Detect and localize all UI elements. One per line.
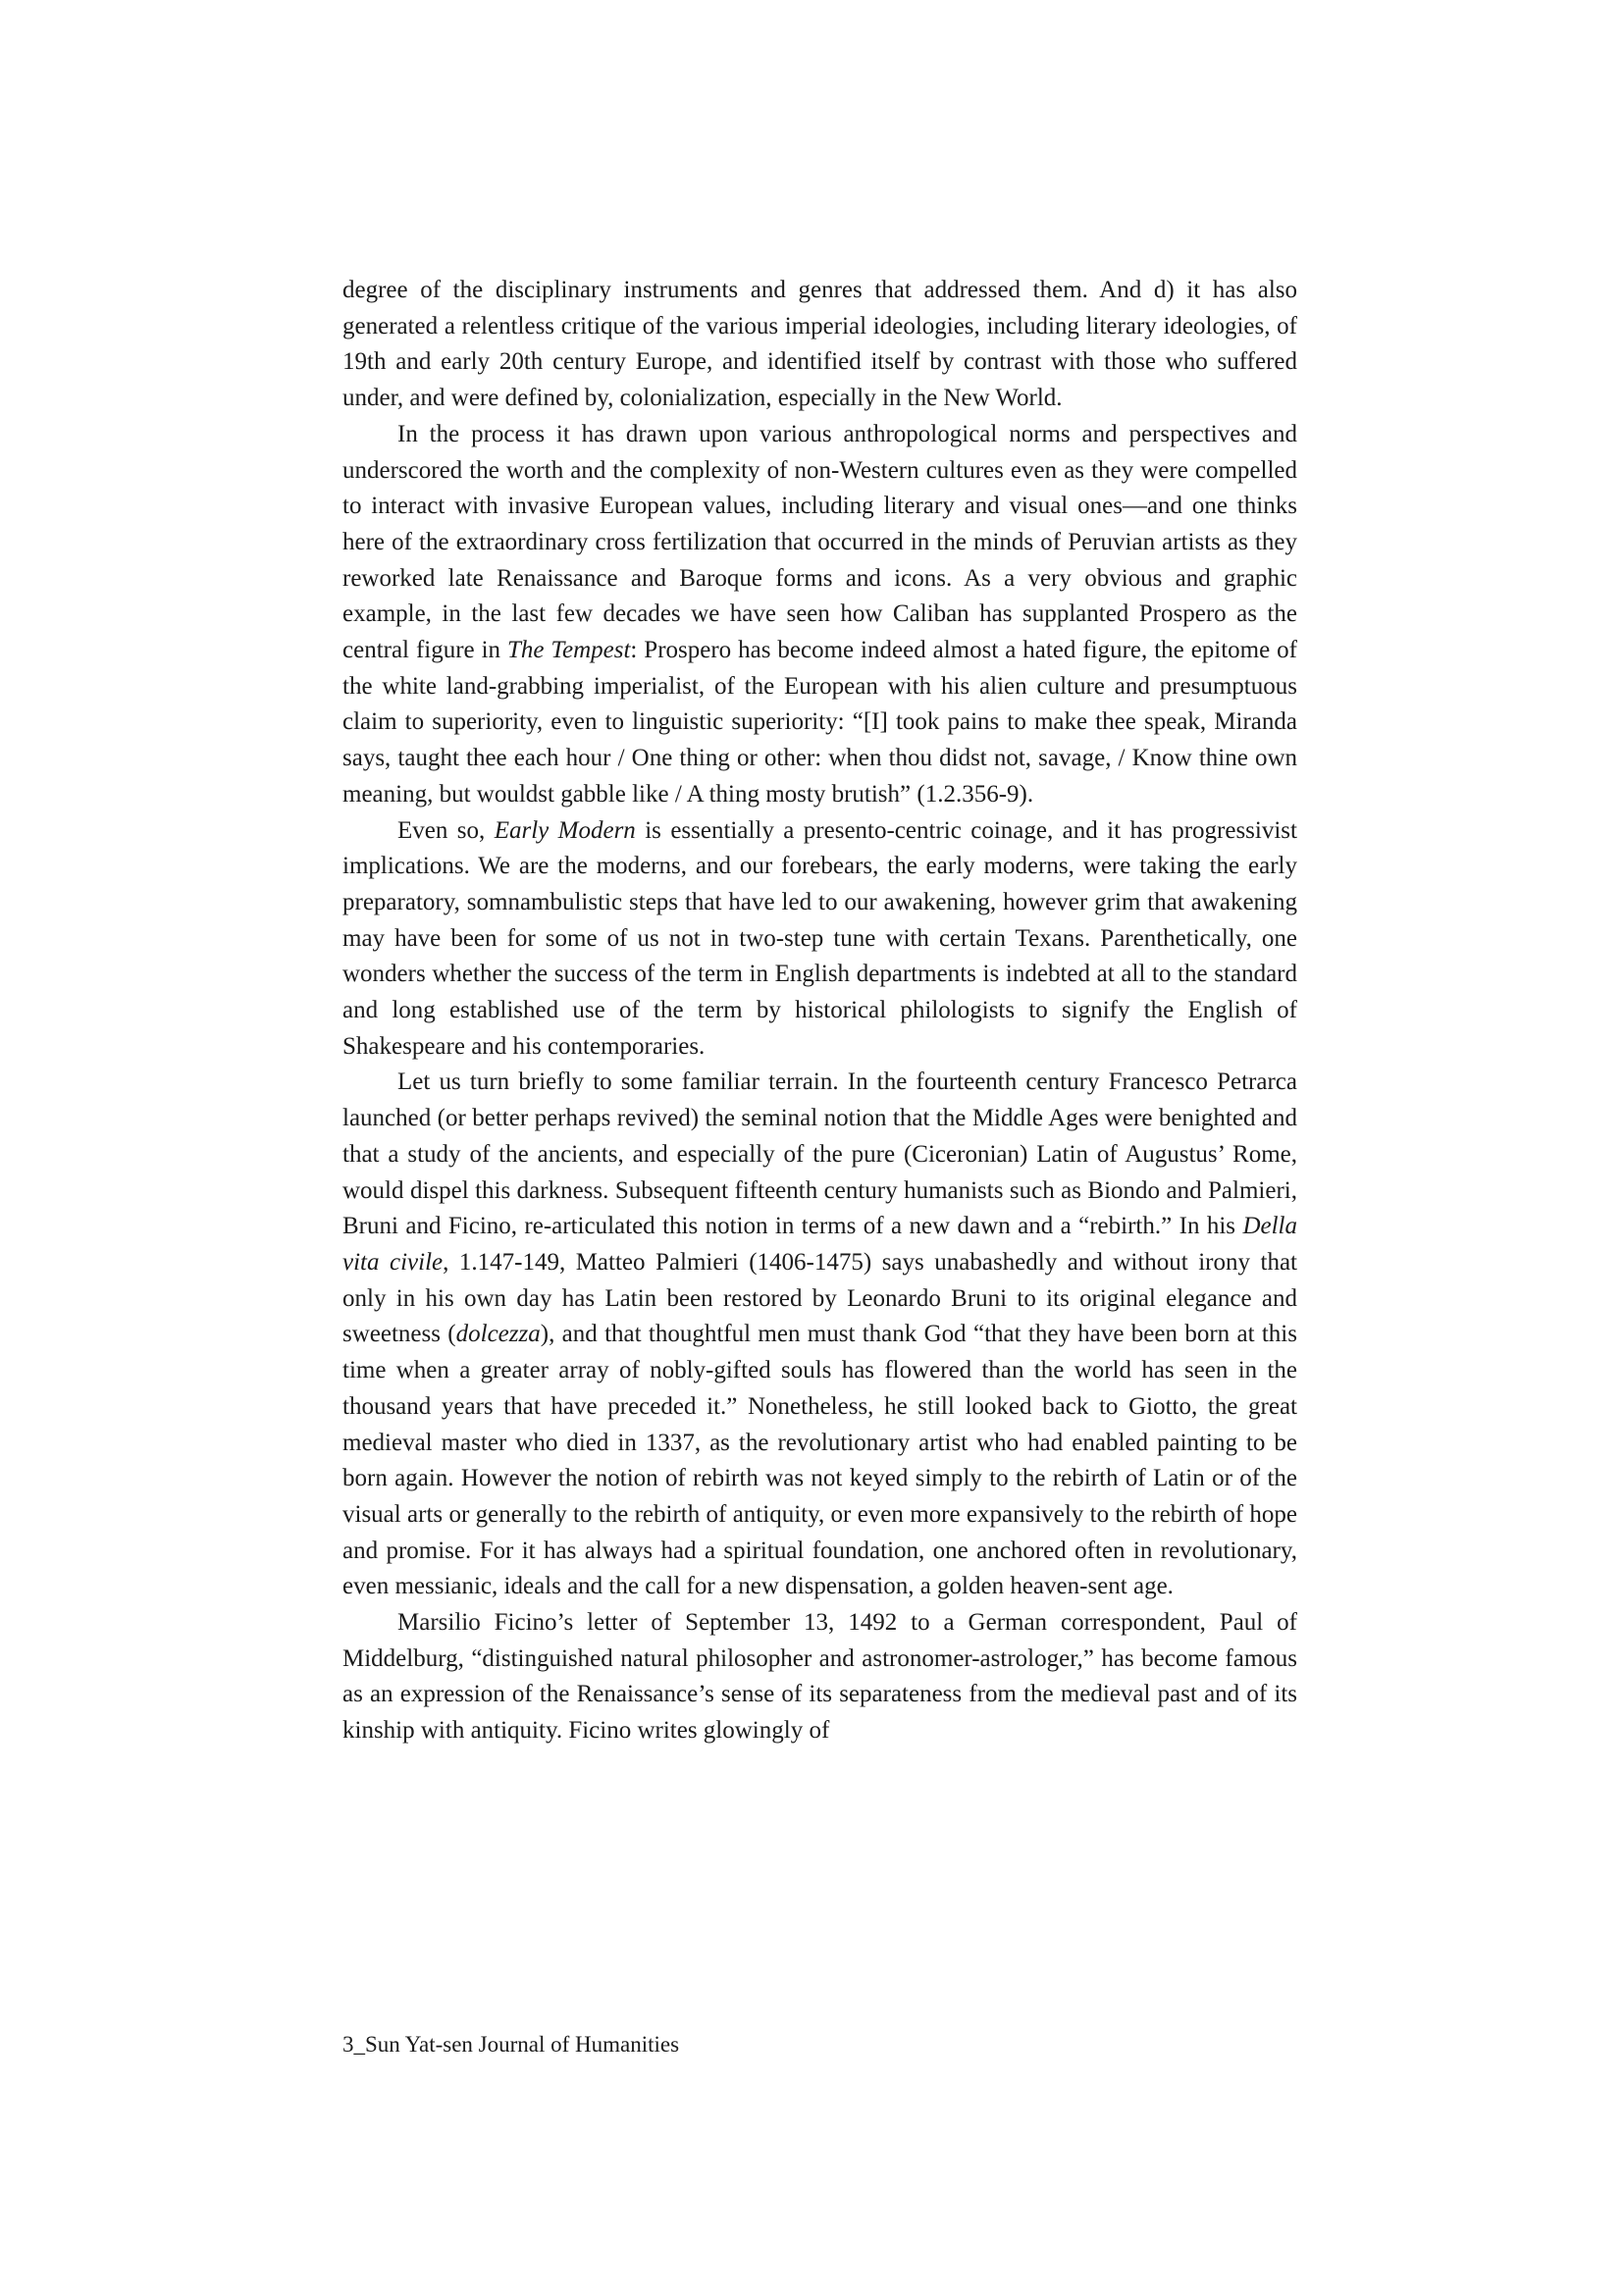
paragraph-4-text-c: ), and that thoughtful men must thank God “that they have been born at this time when a greater array of nobly-gifted souls has flowered than the world has seen in the thousand years that have preceded it.” Nonetheless, he still looked back to Giotto, the great medieval master who died in 1337, as the revolutionary artist who had enabled painting to be born again. However the notion of rebirth was not keyed simply to the rebirth of Latin or of the visual arts or generally to the rebirth of antiquity, or even more expansively to the rebirth of hope and promise. For it has always had a spiritual foundation, one anchored often in revolutionary, even messianic, ideals and the call for a new dispensation, a golden heaven-sent age. [342,1321,1297,1600]
paragraph-4 [342,1065,1297,1605]
work-title-the-tempest: The Tempest [506,637,631,664]
paragraph-3 [342,813,1297,1066]
paragraph-4-text-a: Let us turn briefly to some familiar terrain. In the fourteenth century Francesco Petrarca launched (or better perhaps revived) the seminal notion that the Middle Ages were benighted and that a study of the ancients, and especially of the pure (Ciceronian) Latin of Augustus’ Rome, would dispel this darkness. Subsequent fifteenth century humanists such as Biondo and Palmieri, Bruni and Ficino, re-articulated this notion in terms of a new dawn and a “rebirth.” In his [342,1069,1297,1240]
paragraph-2-text-a: In the process it has drawn upon various anthropological norms and perspectives and underscored the worth and the complexity of non-Western cultures even as they were compelled to interact with invasive European values, including literary and visual ones—and one thinks here of the extraordinary cross fertilization that occurred in the minds of Peruvian artists as they reworked late Renaissance and Baroque forms and icons. As a very obvious and graphic example, in the last few decades we have seen how Caliban has supplanted Prospero as the central figure in [342,420,1297,664]
word-dolcezza: dolcezza [455,1321,541,1348]
paragraph-2 [342,417,1297,813]
work-title-della-vita-civile: Della vita civile [342,1213,1297,1276]
page-body [342,273,1297,1749]
paragraph-3-text-b: is essentially a presento-centric coinage, and it has progressivist implications. We are the moderns, and our forebears, the early moderns, were taking the early preparatory, somnambulistic steps that have led to our awakening, however grim that awakening may have been for some of us not in two-step tune with certain Texans. Parenthetically, one wonders whether the success of the term in English departments is indebted at all to the standard and long established use of the term by historical philologists to signify the English of Shakespeare and his contemporaries. [342,816,1297,1060]
paragraph-2-text-b: : Prospero has become indeed almost a hated figure, the epitome of the white land-grabbing imperialist, of the European with his alien culture and presumptuous claim to superiority, even to linguistic superiority: “[I] took pains to make thee speak, Miranda says, taught thee each hour / One thing or other: when thou didst not, savage, / Know thine own meaning, but wouldst gabble like / A thing mosty brutish” (1.2.356-9). [342,637,1297,808]
paragraph-1 [342,273,1297,417]
term-early-modern: Early Modern [494,816,636,844]
paragraph-1-text: degree of the disciplinary instruments and genres that addressed them. And d) it has also generated a relentless critique of the various imperial ideologies, including literary ideologies, of 19th and early 20th century Europe, and identified itself by contrast with those who suffered under, and were defined by, colonialization, especially in the New World. [342,277,1297,412]
page-footer: 3_Sun Yat-sen Journal of Humanities [342,2032,680,2057]
paragraph-3-text-a: Even so, [397,816,495,844]
paragraph-5 [342,1605,1297,1749]
paragraph-5-text: Marsilio Ficino’s letter of September 13, 1492 to a German correspondent, Paul of Middelburg, “distinguished natural philosopher and astronomer-astrologer,” has become famous as an expression of the Renaissance’s sense of its separateness from the medieval past and of its kinship with antiquity. Ficino writes glowingly of [342,1609,1297,1745]
paragraph-4-text-b: , 1.147-149, Matteo Palmieri (1406-1475) says unabashedly and without irony that only in his own day has Latin been restored by Leonardo Bruni to its original elegance and sweetness ( [342,1248,1297,1348]
